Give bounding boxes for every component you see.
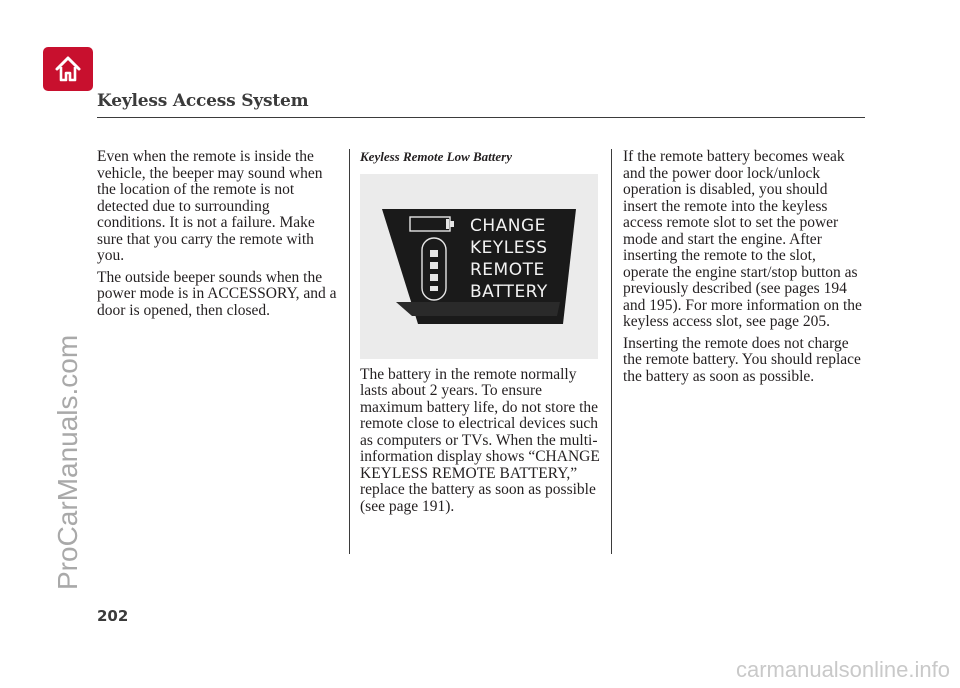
column-left — [97, 149, 337, 324]
watermark-bottom: carmanualsonline.info — [735, 657, 950, 682]
watermark-left: ProCarManuals.com — [52, 334, 83, 590]
column-right — [623, 149, 863, 390]
column-divider — [611, 149, 612, 554]
subheading: Keyless Remote Low Battery — [360, 149, 513, 164]
display-line: CHANGE — [470, 215, 546, 236]
column-divider — [349, 149, 350, 554]
page-number: 202 — [97, 607, 129, 625]
home-button[interactable] — [43, 47, 93, 91]
low-battery-display-figure — [360, 174, 598, 359]
home-icon — [54, 55, 82, 83]
title-divider — [97, 117, 865, 118]
paragraph: Even when the remote is inside the vehicle, the beeper may sound when the location of the remote is not detected due to surrounding conditions. It is not a failure. Make sure that you carry the remote with you. — [97, 148, 323, 264]
paragraph: The outside beeper sounds when the power mode is in ACCESSORY, and a door is opened, then closed. — [97, 268, 337, 319]
column-middle — [360, 149, 600, 520]
section-title: Keyless Access System — [97, 91, 309, 111]
display-line: BATTERY — [470, 281, 548, 302]
paragraph: Inserting the remote does not charge the remote battery. You should replace the battery as soon as possible. — [623, 334, 861, 385]
paragraph: If the remote battery becomes weak and the power door lock/unlock operation is disabled, you should insert the remote into the keyless access remote slot to set the power mode and start the engine. After inserting the remote to the slot, operate the engine start/stop button as previously described (see pages 194 and 195). For more information on the keyless access slot, see page 205. — [623, 148, 862, 330]
display-line: REMOTE — [470, 259, 545, 280]
paragraph: The battery in the remote normally lasts about 2 years. To ensure maximum battery life, do not store the remote close to electrical devices such as computers or TVs. When the multi-information display shows “CHANGE KEYLESS REMOTE BATTERY,” replace the battery as soon as possible (see page 191). — [360, 365, 600, 515]
display-line: KEYLESS — [470, 237, 548, 258]
